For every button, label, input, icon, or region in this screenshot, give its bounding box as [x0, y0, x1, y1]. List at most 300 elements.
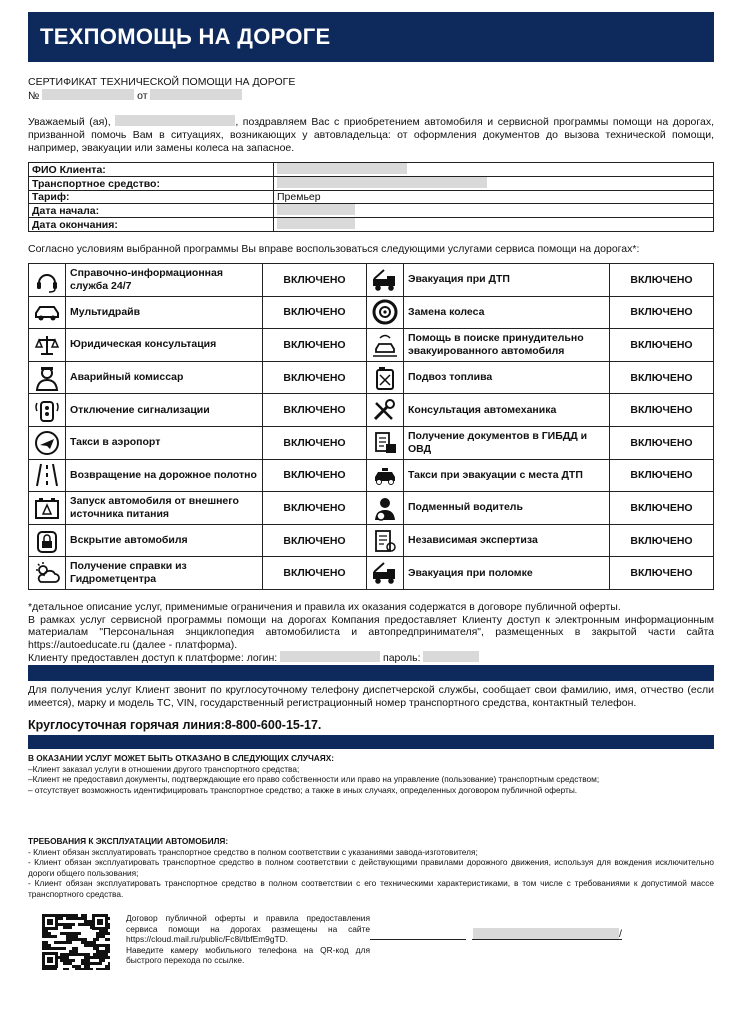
qr-module [108, 956, 110, 959]
service-name: Эвакуация при ДТП [404, 264, 610, 297]
client-info-value [274, 163, 714, 177]
qr-module [75, 968, 78, 970]
service-name: Замена колеса [404, 296, 610, 329]
qr-module [96, 938, 99, 941]
offer-block [126, 913, 370, 966]
qr-module [63, 959, 66, 962]
qr-module [63, 941, 66, 944]
qr-module [63, 962, 66, 965]
service-name: Такси в аэропорт [66, 426, 263, 459]
qr-module [45, 968, 48, 970]
requirements-block [28, 836, 714, 899]
client-info-row [29, 218, 714, 232]
qr-module [105, 944, 108, 947]
service-icon-cell [367, 394, 404, 427]
qr-module [51, 947, 54, 950]
qr-module [72, 917, 75, 920]
qr-module [42, 968, 45, 970]
service-icon-cell [29, 264, 66, 297]
qr-module [66, 914, 69, 917]
qr-module [45, 941, 48, 944]
footnote: *детальное описание услуг, применимые ограничения и правила их оказания содержатся в договоре публичной оферты. [28, 601, 621, 613]
qr-module [84, 920, 87, 923]
password-label: пароль: [383, 652, 421, 665]
signature-redacted [473, 928, 619, 939]
qr-module [48, 968, 51, 970]
certificate-number-line [28, 89, 242, 103]
qr-module [84, 917, 87, 920]
qr-module [99, 950, 102, 953]
qr-module [93, 962, 96, 965]
header-title: ТЕХПОМОЩЬ НА ДОРОГЕ [40, 24, 331, 49]
qr-module [102, 935, 105, 938]
service-status: ВКЛЮЧЕНО [263, 296, 367, 329]
client-info-row [29, 204, 714, 218]
qr-module [63, 914, 66, 917]
qr-module [60, 914, 63, 917]
service-status: ВКЛЮЧЕНО [610, 264, 714, 297]
client-info-label: Дата начала: [29, 204, 274, 218]
qr-module [63, 956, 66, 959]
qr-module [96, 935, 99, 938]
qr-module [90, 956, 93, 959]
qr-module [108, 917, 110, 920]
alarm-remote-icon [32, 397, 62, 423]
qr-module [60, 953, 63, 956]
documents-icon [370, 430, 400, 456]
qr-module [54, 947, 57, 950]
qr-module [84, 941, 87, 944]
qr-module [84, 923, 87, 926]
qr-module [69, 962, 72, 965]
qr-module [87, 944, 90, 947]
qr-module [42, 947, 45, 950]
qr-module [87, 923, 90, 926]
qr-module [96, 953, 99, 956]
service-icon-cell [367, 524, 404, 557]
qr-module [108, 968, 110, 970]
service-icon-cell [29, 426, 66, 459]
refusal-block [28, 753, 714, 795]
qr-module [69, 926, 72, 929]
qr-module [60, 932, 63, 935]
qr-hint: Наведите камеру мобильного телефона на QR-код для быстрого перехода по ссылке. [126, 944, 370, 966]
qr-module [78, 968, 81, 970]
hotline: Круглосуточная горячая линия:8-800-600-15-17. [28, 718, 322, 732]
qr-module [69, 953, 72, 956]
refusal-item: –Клиент заказал услуги в отношении другого транспортного средства; [28, 763, 300, 774]
service-icon-cell [367, 264, 404, 297]
signature-slash: / [619, 928, 622, 940]
qr-module [54, 935, 57, 938]
qr-module [66, 968, 69, 970]
service-icon-cell [29, 296, 66, 329]
certificate-number-redacted [42, 89, 134, 100]
qr-module [48, 932, 51, 935]
qr-module [102, 956, 105, 959]
qr-module [75, 914, 78, 917]
qr-code [40, 912, 110, 970]
qr-module [93, 938, 96, 941]
refusal-title: В ОКАЗАНИИ УСЛУГ МОЖЕТ БЫТЬ ОТКАЗАНО В СЛЕДУЮЩИХ СЛУЧАЯХ: [28, 753, 335, 763]
service-row [29, 329, 714, 362]
certificate-title: СЕРТИФИКАТ ТЕХНИЧЕСКОЙ ПОМОЩИ НА ДОРОГЕ [28, 76, 296, 88]
qr-module [87, 941, 90, 944]
refusal-item: – отсутствует возможность идентифицировать транспортное средство; а также в иных случаях, определенных договором публичной оферты. [28, 784, 578, 795]
qr-module [108, 923, 110, 926]
service-status: ВКЛЮЧЕНО [263, 394, 367, 427]
client-info-label: ФИО Клиента: [29, 163, 274, 177]
qr-module [69, 941, 72, 944]
service-row [29, 296, 714, 329]
qr-module [57, 947, 60, 950]
qr-module [105, 956, 108, 959]
qr-module [66, 962, 69, 965]
header-banner [28, 12, 714, 62]
service-row [29, 459, 714, 492]
qr-module [102, 944, 105, 947]
client-info-label: Тариф: [29, 191, 274, 204]
qr-module [87, 965, 90, 968]
qr-module [60, 956, 63, 959]
qr-module [75, 950, 78, 953]
qr-module [81, 923, 84, 926]
service-icon-cell [29, 524, 66, 557]
qr-module [102, 932, 105, 935]
qr-module [87, 920, 90, 923]
service-name: Возвращение на дорожное полотно [66, 459, 263, 492]
service-icon-cell [367, 296, 404, 329]
qr-module [69, 950, 72, 953]
service-name: Независимая экспертиза [404, 524, 610, 557]
qr-module [84, 965, 87, 968]
call-info: Для получения услуг Клиент звонит по круглосуточному телефону диспетчерской службы, сообщает свои фамилию, имя, отчество (если имеется), марку и модель ТС, VIN, государственный регистрационный номер транспортного средства, контактный телефон. [28, 684, 714, 709]
qr-module [99, 932, 102, 935]
qr-module [75, 953, 78, 956]
qr-module [72, 953, 75, 956]
service-status: ВКЛЮЧЕНО [610, 557, 714, 590]
qr-module [99, 959, 102, 962]
service-status: ВКЛЮЧЕНО [263, 557, 367, 590]
service-name: Эвакуация при поломке [404, 557, 610, 590]
qr-module [108, 926, 110, 929]
client-info-value [274, 204, 714, 218]
headset-icon [32, 267, 62, 293]
signature-line [370, 939, 466, 940]
service-row [29, 394, 714, 427]
qr-module [69, 932, 72, 935]
car-search-icon [370, 332, 400, 358]
number-prefix: № [28, 90, 40, 102]
qr-module [78, 965, 81, 968]
service-name: Аварийный комиссар [66, 361, 263, 394]
qr-module [66, 923, 69, 926]
qr-module [105, 965, 108, 968]
qr-module [84, 959, 87, 962]
service-status: ВКЛЮЧЕНО [610, 459, 714, 492]
client-info-table [28, 162, 714, 232]
qr-module [81, 917, 84, 920]
qr-module [45, 935, 48, 938]
service-icon-cell [29, 329, 66, 362]
qr-module [81, 959, 84, 962]
access-line [28, 651, 714, 665]
qr-module [90, 944, 93, 947]
greeting-start: Уважаемый (ая), [28, 116, 111, 128]
qr-module [81, 914, 84, 917]
service-icon-cell [367, 329, 404, 362]
service-icon-cell [367, 557, 404, 590]
qr-module [78, 932, 81, 935]
client-info-value: Премьер [274, 191, 714, 204]
service-icon-cell [367, 361, 404, 394]
service-status: ВКЛЮЧЕНО [263, 524, 367, 557]
divider-bar-2 [28, 735, 714, 749]
taxi-icon [370, 462, 400, 488]
qr-module [78, 953, 81, 956]
qr-module [105, 968, 108, 970]
client-info-label: Дата окончания: [29, 218, 274, 232]
service-name: Запуск автомобиля от внешнего источника питания [66, 492, 263, 525]
qr-module [69, 923, 72, 926]
client-info-value [274, 218, 714, 232]
qr-module [105, 938, 108, 941]
service-name: Подменный водитель [404, 492, 610, 525]
qr-module [75, 965, 78, 968]
qr-module [63, 923, 66, 926]
qr-module [75, 917, 78, 920]
services-table [28, 263, 714, 590]
qr-module [84, 953, 87, 956]
refusal-item: –Клиент не предоставил документы, подтверждающие его право собственности или право на управление (пользование) транспортным средством; [28, 774, 600, 784]
qr-module [108, 938, 110, 941]
requirements-title: ТРЕБОВАНИЯ К ЭКСПЛУАТАЦИИ АВТОМОБИЛЯ: [28, 836, 229, 846]
qr-module [69, 914, 72, 917]
qr-module [93, 944, 96, 947]
services-intro: Согласно условиям выбранной программы Вы вправе воспользоваться следующими услугами сервиса помощи на дорогах*: [28, 243, 640, 255]
qr-module [96, 968, 99, 970]
qr-module [105, 932, 108, 935]
offer-text[interactable]: Договор публичной оферты и правила предоставления сервиса помощи на дорогах размещены на сайте https://cloud.mail.ru/public/Fc8i/tbfEm9gTD. [126, 913, 370, 945]
qr-module [102, 968, 105, 970]
wheel-icon [370, 299, 400, 325]
qr-module [84, 914, 87, 917]
qr-module [75, 947, 78, 950]
service-icon-cell [367, 426, 404, 459]
tow-truck-icon [370, 560, 400, 586]
qr-module [99, 953, 102, 956]
signature-line-2 [472, 939, 622, 940]
qr-module [75, 938, 78, 941]
qr-module [84, 962, 87, 965]
qr-module [102, 953, 105, 956]
qr-module [81, 938, 84, 941]
service-status: ВКЛЮЧЕНО [263, 426, 367, 459]
qr-module [72, 923, 75, 926]
qr-module [87, 956, 90, 959]
service-icon-cell [29, 492, 66, 525]
qr-module [99, 962, 102, 965]
qr-module [99, 956, 102, 959]
qr-module [93, 956, 96, 959]
client-info-row [29, 163, 714, 177]
expertise-icon [370, 528, 400, 554]
service-icon-cell [367, 492, 404, 525]
service-status: ВКЛЮЧЕНО [610, 296, 714, 329]
qr-module [84, 956, 87, 959]
qr-module [75, 935, 78, 938]
date-prefix: от [137, 90, 148, 102]
qr-module [96, 962, 99, 965]
airport-taxi-icon [32, 430, 62, 456]
service-icon-cell [29, 361, 66, 394]
service-status: ВКЛЮЧЕНО [610, 329, 714, 362]
qr-module [51, 935, 54, 938]
service-row [29, 492, 714, 525]
client-info-row [29, 191, 714, 204]
qr-module [99, 935, 102, 938]
qr-module [75, 932, 78, 935]
redacted-value [277, 204, 355, 215]
battery-icon [32, 495, 62, 521]
qr-module [108, 965, 110, 968]
qr-module [72, 914, 75, 917]
road-icon [32, 462, 62, 488]
qr-module [48, 947, 51, 950]
redacted-value [277, 218, 355, 229]
qr-module [45, 944, 48, 947]
qr-module [108, 950, 110, 953]
qr-module [72, 938, 75, 941]
qr-module [72, 950, 75, 953]
qr-module [96, 950, 99, 953]
greeting-text: , поздравляем Вас с приобретением автомобиля и сервисной программы помощи на дорогах, призванной помочь Вам в ситуациях, возникающих у автовладельца: от оформления документов до вызова технической помощи, например, эвакуации или замены колеса на запасное. [28, 116, 714, 154]
qr-module [93, 947, 96, 950]
qr-module [96, 932, 99, 935]
qr-module [66, 941, 69, 944]
driver-icon [370, 495, 400, 521]
car-icon [32, 299, 62, 325]
qr-module [108, 944, 110, 947]
qr-module [72, 959, 75, 962]
service-icon-cell [29, 557, 66, 590]
service-status: ВКЛЮЧЕНО [610, 426, 714, 459]
qr-module [96, 947, 99, 950]
qr-module [87, 953, 90, 956]
commissioner-icon [32, 365, 62, 391]
qr-module [81, 953, 84, 956]
certificate-date-redacted [150, 89, 242, 100]
service-name: Консультация автомеханика [404, 394, 610, 427]
requirement-item: - Клиент обязан эксплуатировать транспортное средство в полном соответствии с действующими правилами дорожного движения, используя для вождения исключительно дороги общего пользования; [28, 857, 714, 878]
service-name: Справочно-информационная служба 24/7 [66, 264, 263, 297]
qr-module [63, 953, 66, 956]
qr-module [69, 935, 72, 938]
qr-module [63, 968, 66, 970]
qr-module [66, 935, 69, 938]
tow-truck-icon [370, 267, 400, 293]
service-name: Отключение сигнализации [66, 394, 263, 427]
access-prefix: Клиенту предоставлен доступ к платформе: логин: [28, 652, 278, 665]
qr-module [105, 947, 108, 950]
qr-module [72, 935, 75, 938]
qr-module [81, 968, 84, 970]
service-status: ВКЛЮЧЕНО [610, 524, 714, 557]
password-redacted [423, 651, 479, 662]
qr-module [81, 941, 84, 944]
qr-module [84, 944, 87, 947]
qr-module [108, 947, 110, 950]
service-name: Получение справки из Гидрометцентра [66, 557, 263, 590]
qr-module [87, 968, 90, 970]
qr-module [60, 917, 63, 920]
service-name: Получение документов в ГИБДД и ОВД [404, 426, 610, 459]
qr-module [78, 917, 81, 920]
qr-module [54, 941, 57, 944]
qr-module [42, 941, 45, 944]
scales-icon [32, 332, 62, 358]
qr-module [60, 923, 63, 926]
qr-module [66, 926, 69, 929]
qr-module [105, 950, 108, 953]
qr-module [78, 923, 81, 926]
service-status: ВКЛЮЧЕНО [610, 492, 714, 525]
login-redacted [280, 651, 380, 662]
wrench-icon [370, 397, 400, 423]
qr-module [105, 953, 108, 956]
qr-module [72, 947, 75, 950]
service-row [29, 264, 714, 297]
qr-module [96, 944, 99, 947]
qr-module [60, 947, 63, 950]
greeting-paragraph [28, 115, 714, 155]
service-row [29, 361, 714, 394]
service-status: ВКЛЮЧЕНО [263, 329, 367, 362]
qr-module [90, 962, 93, 965]
qr-module [66, 956, 69, 959]
service-row [29, 524, 714, 557]
fuel-can-icon [370, 365, 400, 391]
qr-module [69, 959, 72, 962]
service-name: Помощь в поиске принудительно эвакуированного автомобиля [404, 329, 610, 362]
qr-module [60, 941, 63, 944]
qr-module [57, 941, 60, 944]
service-status: ВКЛЮЧЕНО [610, 394, 714, 427]
client-info-row [29, 177, 714, 191]
qr-module [66, 938, 69, 941]
client-info-value [274, 177, 714, 191]
qr-module [66, 917, 69, 920]
qr-module [42, 935, 45, 938]
qr-module [69, 938, 72, 941]
footnote-block [28, 601, 714, 665]
service-icon-cell [29, 459, 66, 492]
qr-module [108, 932, 110, 935]
qr-module [90, 941, 93, 944]
service-status: ВКЛЮЧЕНО [263, 264, 367, 297]
qr-module [96, 956, 99, 959]
qr-module [84, 938, 87, 941]
platform-text: В рамках услуг сервисной программы помощи на дорогах Компания предоставляет Клиенту доступ к электронным информационным материалам "Персональная энциклопедия автомобилиста и автопредпринимателя", размещенных в закрытой части сайта https://autoeducate.ru (далее - платформа). [28, 613, 714, 651]
qr-module [60, 959, 63, 962]
qr-module [54, 968, 57, 970]
qr-module [108, 962, 110, 965]
qr-module [63, 932, 66, 935]
qr-module [72, 932, 75, 935]
weather-icon [32, 560, 62, 586]
qr-module [99, 944, 102, 947]
qr-module [66, 953, 69, 956]
